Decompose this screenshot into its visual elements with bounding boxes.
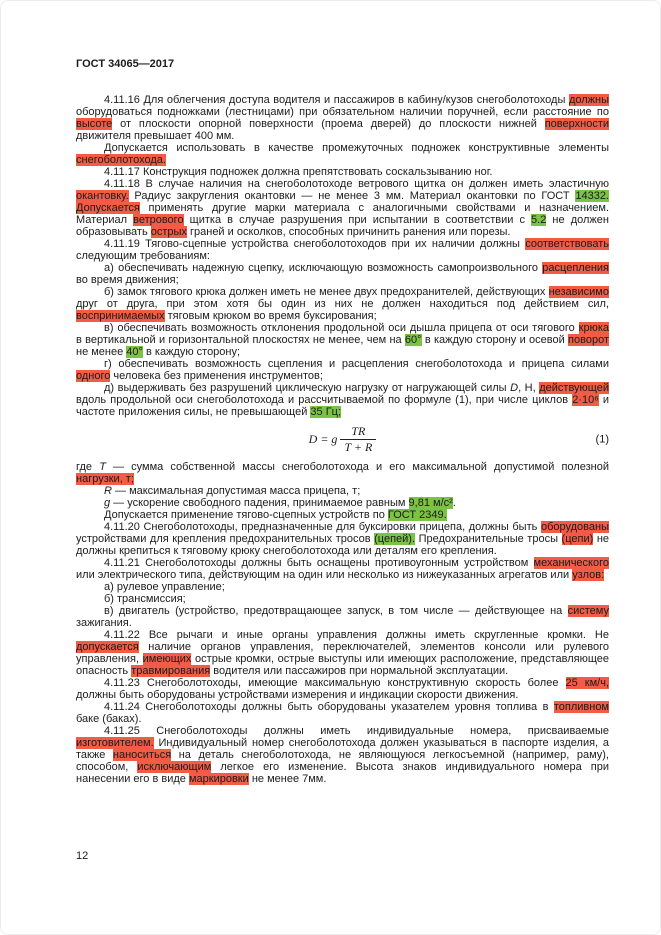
- text-run: применять другие марки материала с аналогичными свойствами и назначением. Материал: [76, 202, 609, 226]
- text-run: острые кромки, острые выступы или имеющих расположение, представляющее опасность: [76, 653, 609, 677]
- highlight-red: Допускается: [76, 202, 140, 214]
- text-run: 4.11.23 Снегоболотоходы, имеющие максимальную конструктивную скорость более: [104, 677, 566, 689]
- text-run: оборудоваться подножками (лестницами) при обязательном наличии поручней, если расстояние по: [76, 106, 609, 118]
- highlight-red: независимо: [548, 286, 609, 298]
- text-run: баке (баках).: [76, 713, 142, 725]
- text-run: 4.11.21 Снегоболотоходы должны быть оснащены противоугонным устройством: [104, 557, 534, 569]
- text-run: в вертикальной и горизонтальной плоскостях не менее, чем на: [76, 334, 405, 346]
- paragraph: [76, 497, 609, 509]
- text-run: T: [99, 461, 106, 473]
- paragraph: [76, 262, 609, 286]
- highlight-red: окантовку.: [76, 190, 129, 202]
- paragraph: [76, 629, 609, 677]
- text-run: Допускается использовать в качестве промежуточных подножек конструктивные элементы: [104, 142, 609, 154]
- text-run: , Н,: [518, 382, 540, 394]
- highlight-red: 25 км/ч,: [565, 677, 609, 689]
- text-run: г) обеспечивать возможность сцепления и расцепления снегоболотохода и прицепа силами: [104, 358, 609, 370]
- paragraph: [76, 557, 609, 581]
- text-run: щитка в случае разрушения при испытании в соответствии с: [183, 214, 532, 226]
- text-run: — сумма собственной массы снегоболотохода и его максимальной допустимой полезной: [105, 461, 609, 473]
- text-run: не менее: [76, 346, 127, 358]
- highlight-red: имеющих: [142, 653, 192, 665]
- paragraph: [76, 677, 609, 701]
- text-run: на деталь снегоболотохода, не являющуюся легкосъемной (например, раму), способом,: [76, 749, 609, 773]
- text-run: не должен образовывать: [76, 214, 609, 238]
- highlight-red: исключающим: [137, 761, 212, 773]
- text-run: граней и осколков, способных причинить ранения или порезы.: [186, 226, 511, 238]
- highlight-green: (цепей).: [374, 533, 416, 545]
- highlight-red: оборудованы: [540, 521, 609, 533]
- highlight-red: воспринимаемых: [76, 310, 165, 322]
- text-run: R: [104, 485, 112, 497]
- text-run: в) двигатель (устройство, предотвращающее запуск, в том числе — действующее на: [104, 605, 568, 617]
- highlight-red: нагрузки, т;: [76, 473, 134, 485]
- text-run: следующим требованиям:: [76, 250, 210, 262]
- text-run: б) трансмиссия;: [104, 593, 186, 605]
- paragraph: [76, 485, 609, 497]
- text-run: наличие органов управления, переключателей, элементов консоли или рулевого управления,: [76, 641, 609, 665]
- text-run: и частоте приложения силы, не превышающей: [76, 394, 609, 418]
- paragraph: [76, 94, 609, 142]
- formula-lhs: D = g: [308, 432, 338, 446]
- paragraph: [76, 509, 609, 521]
- highlight-red: одного: [76, 370, 111, 382]
- highlight-green: 14332.: [575, 190, 609, 202]
- text-run: Допускается применение тягово-сцепных устройств по: [104, 509, 388, 521]
- paragraph: [76, 178, 609, 238]
- text-run: Индивидуальный номер снегоболотохода должен указываться в паспорте изделия, а также: [76, 737, 609, 761]
- text-run: друг от друга, при этом хотя бы один из них не должен находиться под действием сил,: [76, 298, 609, 310]
- text-run: 4.11.25 Снегоболотоходы должны иметь индивидуальные номера, присваиваемые: [104, 725, 609, 737]
- text-run: вдоль продольной оси снегоболотохода и рассчитываемой по формуле (1), при числе циклов: [76, 394, 573, 406]
- text-run: легкое его изменение. Высота знаков индивидуального номера при нанесении его в виде: [76, 761, 609, 785]
- text-run: человека без применения инструментов;: [110, 370, 323, 382]
- text-run: D: [510, 382, 519, 394]
- text-run: а) обеспечивать надежную сцепку, исключающую возможность самопроизвольного: [104, 262, 543, 274]
- highlight-green: ГОСТ 2349.: [387, 509, 447, 521]
- highlight-green: 60°: [404, 334, 422, 346]
- text-run: д) выдерживать без разрушений циклическую нагрузку от нагружающей силы: [104, 382, 511, 394]
- text-run: Предохранительные тросы: [415, 533, 562, 545]
- formula-reference-number: (1): [595, 433, 609, 445]
- paragraph: [76, 142, 609, 166]
- text-run: в) обеспечивать возможность отклонения продольной оси дышла прицепа от оси тягового: [104, 322, 579, 334]
- text-run: 4.11.18 В случае наличия на снегоболотоходе ветрового щитка он должен иметь эластичную: [104, 178, 609, 190]
- highlight-red: травмирования: [131, 665, 211, 677]
- paragraph: [76, 358, 609, 382]
- paragraph: [76, 461, 609, 485]
- highlight-green: 35 Гц;: [310, 406, 342, 418]
- text-run: б) замок тягового крюка должен иметь не менее двух предохранителей, действующих: [104, 286, 549, 298]
- paragraph: [76, 521, 609, 557]
- document-body: [76, 94, 609, 785]
- highlight-red: должны: [568, 94, 609, 106]
- text-run: зажигания.: [76, 617, 132, 629]
- paragraph: [76, 581, 609, 593]
- highlight-red: поворот: [568, 334, 609, 346]
- highlight-red: изготовителем.: [76, 737, 154, 749]
- formula: [76, 425, 609, 454]
- highlight-red: высоте: [76, 118, 113, 130]
- highlight-red: крюка: [578, 322, 609, 334]
- text-run: тяговым крюком во время буксирования;: [164, 310, 377, 322]
- highlight-red: поверхности: [544, 118, 609, 130]
- highlight-red: маркировки: [188, 773, 249, 785]
- text-run: во время движения;: [76, 274, 179, 286]
- text-run: 4.11.19 Тягово-сцепные устройства снегоболотоходов при их наличии должны: [104, 238, 526, 250]
- highlight-red: 2·10⁶: [572, 394, 599, 406]
- text-run: должны быть оборудованы устройствами измерения и индикации скорости движения.: [76, 689, 519, 701]
- paragraph: [76, 725, 609, 785]
- text-run: а) рулевое управление;: [104, 581, 225, 593]
- formula-fraction: [340, 425, 376, 454]
- highlight-red: механического: [533, 557, 609, 569]
- text-run: в каждую сторону и осевой: [421, 334, 569, 346]
- text-run: 4.11.22 Все рычаги и иные органы управления должны иметь скругленные кромки. Не: [104, 629, 609, 641]
- highlight-red: острых: [150, 226, 187, 238]
- text-run: водителя или пассажиров при нормальной эксплуатации.: [210, 665, 509, 677]
- formula-denominator: T + R: [344, 440, 373, 454]
- highlight-red: топливном: [553, 701, 609, 713]
- formula-expression: [309, 425, 377, 454]
- text-run: от плоскости опорной поверхности (проема дверей) до плоскости нижней: [112, 118, 545, 130]
- highlight-red: ветрового: [133, 214, 184, 226]
- highlight-red: соответствовать: [525, 238, 609, 250]
- paragraph: [76, 382, 609, 418]
- paragraph: [76, 166, 609, 178]
- text-run: в каждую сторону;: [142, 346, 241, 358]
- highlight-red: наноситься: [112, 749, 172, 761]
- text-run: не менее 7мм.: [248, 773, 327, 785]
- paragraph: [76, 593, 609, 605]
- text-run: 4.11.17 Конструкция подножек должна препятствовать соскальзыванию ног.: [104, 166, 493, 178]
- text-run: 4.11.16 Для облегчения доступа водителя и пассажиров в кабину/кузов снегоболотоходы: [104, 94, 569, 106]
- highlight-red: допускается: [76, 641, 139, 653]
- text-run: не должны крепиться к тяговому крюку снегоболотохода или деталям его крепления.: [76, 533, 610, 557]
- highlight-green: 5.2: [531, 214, 547, 226]
- document-standard-header: ГОСТ 34065—2017: [76, 58, 175, 70]
- highlight-red: действующей: [539, 382, 609, 394]
- highlight-red: узлов:: [572, 569, 605, 581]
- text-run: — максимальная допустимая масса прицепа, т;: [111, 485, 361, 497]
- text-run: движителя превышает 400 мм.: [76, 130, 235, 142]
- highlight-red: снегоболотохода.: [76, 154, 166, 166]
- paragraph: [76, 238, 609, 262]
- text-run: g: [104, 497, 111, 509]
- highlight-red: расцепления: [542, 262, 609, 274]
- text-run: Радиус закругления окантовки — не менее 3 мм. Материал окантовки по ГОСТ: [128, 190, 576, 202]
- paragraph: [76, 701, 609, 725]
- highlight-green: 9,81 м/с²: [408, 497, 453, 509]
- text-run: — ускорение свободного падения, принимаемое равным: [110, 497, 409, 509]
- paragraph: [76, 322, 609, 358]
- highlight-red: (цепи): [561, 533, 594, 545]
- text-run: или электрического типа, действующим на один или несколько из нижеуказанных агрегатов или: [76, 569, 573, 581]
- paragraph: [76, 286, 609, 322]
- text-run: устройствами для крепления предохранительных тросов: [76, 533, 375, 545]
- highlight-green: 40°: [126, 346, 143, 358]
- formula-numerator: TR: [340, 425, 376, 440]
- text-run: где: [76, 461, 100, 473]
- text-run: 4.11.20 Снегоболотоходы, предназначенные для буксировки прицепа, должны быть: [104, 521, 541, 533]
- page-number: 12: [76, 850, 89, 862]
- text-run: 4.11.24 Снегоболотоходы должны быть оборудованы указателем уровня топлива в: [104, 701, 554, 713]
- paragraph: [76, 605, 609, 629]
- highlight-red: систему: [567, 605, 609, 617]
- text-run: .: [452, 497, 456, 509]
